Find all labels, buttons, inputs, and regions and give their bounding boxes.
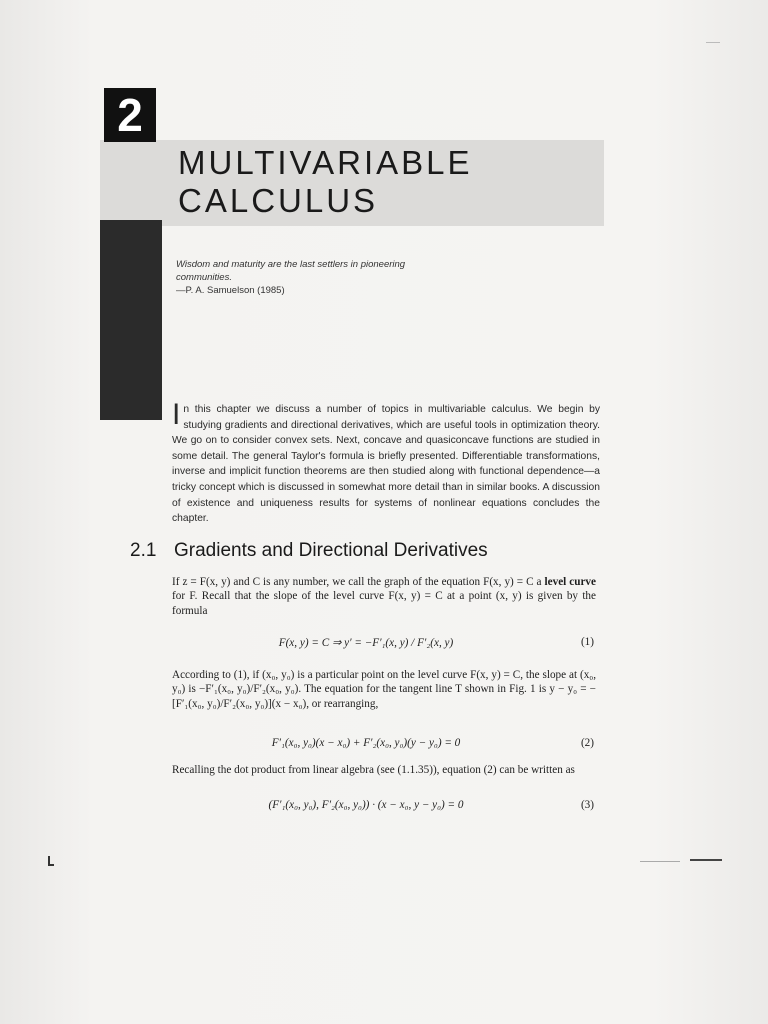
scan-artifact bbox=[690, 859, 722, 861]
drop-cap: I bbox=[172, 398, 181, 431]
equation-3-expr: (F′₁(x₀, y₀), F′₂(x₀, y₀)) · (x − x₀, y − y₀) = 0 bbox=[268, 799, 464, 811]
paragraph1-part1: If z = F(x, y) and C is any number, we call the graph of the equation F(x, y) = C a bbox=[172, 576, 545, 588]
chapter-title-line2: CALCULUS bbox=[178, 182, 379, 219]
scan-artifact bbox=[48, 864, 54, 866]
epigraph-quote: Wisdom and maturity are the last settlers in pioneering communities. bbox=[176, 259, 406, 283]
equation-1-expr: F(x, y) = C ⇒ y′ = −F′₁(x, y) / F′₂(x, y) bbox=[278, 637, 454, 649]
paragraph-dot-product: Recalling the dot product from linear algebra (see (1.1.35)), equation (2) can be written as bbox=[172, 764, 575, 776]
epigraph-attribution: —P. A. Samuelson (1985) bbox=[176, 285, 285, 296]
chapter-number: 2 bbox=[104, 88, 156, 142]
chapter-title-line1: MULTIVARIABLE bbox=[178, 144, 473, 181]
chapter-side-bar bbox=[100, 220, 162, 420]
paragraph-level-curve bbox=[172, 575, 596, 618]
equation-2-expr: F′₁(x₀, y₀)(x − x₀) + F′₂(x₀, y₀)(y − y₀) = 0 bbox=[271, 737, 461, 749]
paragraph1-part2: for F. Recall that the slope of the level curve F(x, y) = C at a point (x, y) is given by the formula bbox=[172, 590, 596, 617]
equation-1-tag: (1) bbox=[580, 636, 594, 648]
paragraph-tangent-line: According to (1), if (x₀, y₀) is a particular point on the level curve F(x, y) = C, the slope at (x₀, y₀) is −F′₁(x₀, y₀)/F′₂(x₀, y₀). The equation for the tangent line T shown in Fig. 1 is y − y₀ = −[F′₁(x₀, y₀)/F′₂(x₀, y₀)](x − x₀), or rearranging, bbox=[172, 669, 596, 710]
epigraph bbox=[176, 258, 416, 297]
equation-3-tag: (3) bbox=[580, 799, 594, 811]
section-heading bbox=[130, 540, 600, 562]
section-title: Gradients and Directional Derivatives bbox=[174, 540, 488, 561]
chapter-intro bbox=[172, 398, 600, 527]
equation-2-tag: (2) bbox=[580, 737, 594, 749]
intro-text: n this chapter we discuss a number of topics in multivariable calculus. We begin by studying gradients and directional derivatives, which are useful tools in optimization theory. We go on to consider convex sets. Next, concave and quasiconcave functions are studied in some detail. The general Taylor's formula is briefly presented. Differentiable transformations, inverse and implicit function theorems are then studied along with functional dependence—a tricky concept which is discussed in somewhat more detail than in similar books. A discussion of existence and uniqueness results for systems of nonlinear equations concludes the chapter. bbox=[172, 404, 600, 525]
section-number: 2.1 bbox=[130, 540, 157, 561]
scan-artifact bbox=[706, 42, 720, 43]
chapter-title bbox=[178, 144, 598, 220]
scan-artifact bbox=[640, 861, 680, 862]
term-level-curve: level curve bbox=[544, 576, 596, 588]
